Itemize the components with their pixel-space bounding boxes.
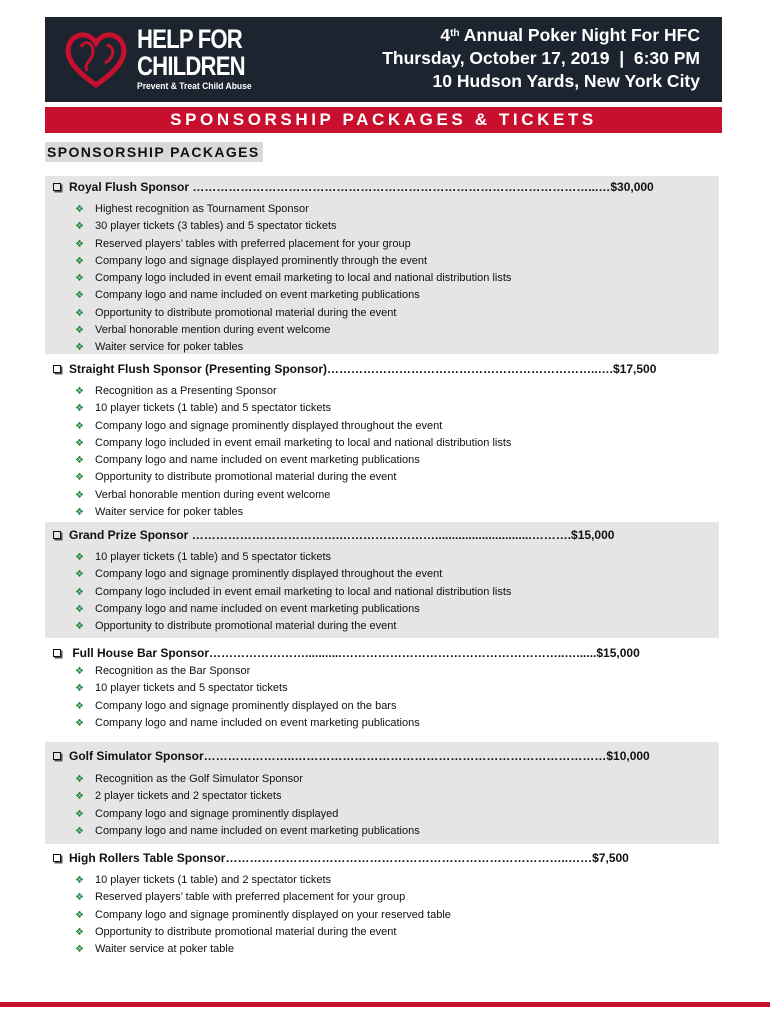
list-item: ❖ Company logo and signage prominently displayed throughout the event — [75, 418, 511, 435]
package-title: Straight Flush Sponsor (Presenting Sponsor)…………………………………………………………..….$17,500 — [69, 362, 657, 376]
diamond-bullet-icon: ❖ — [75, 666, 84, 677]
list-item: ❖ Waiter service at poker table — [75, 941, 451, 958]
diamond-bullet-icon: ❖ — [75, 875, 84, 886]
diamond-bullet-icon: ❖ — [75, 455, 84, 467]
diamond-bullet-icon: ❖ — [75, 204, 84, 215]
diamond-bullet-icon: ❖ — [75, 717, 84, 729]
package-benefits — [75, 771, 420, 840]
heart-logo-icon — [59, 23, 133, 97]
diamond-bullet-icon: ❖ — [75, 909, 84, 921]
list-item: ❖ Opportunity to distribute promotional material during the event — [75, 305, 511, 322]
diamond-bullet-icon: ❖ — [75, 808, 84, 820]
list-item: ❖ Company logo and signage prominently displayed on your reserved table — [75, 907, 451, 924]
package-straight-flush — [45, 358, 719, 518]
package-benefits — [75, 383, 511, 521]
list-item: ❖ Opportunity to distribute promotional material during the event — [75, 924, 451, 941]
list-item: ❖ Recognition as a Presenting Sponsor — [75, 383, 511, 400]
list-item: ❖ Recognition as the Golf Simulator Sponsor — [75, 771, 420, 788]
package-benefits — [75, 549, 511, 635]
package-royal-flush — [45, 176, 719, 354]
diamond-bullet-icon: ❖ — [75, 586, 84, 598]
package-title: Grand Prize Sponsor ……………………………….…………………….............................……….$15,000 — [69, 528, 615, 542]
list-item: ❖ Reserved players’ table with preferred placement for your group — [75, 889, 451, 906]
checkbox-icon[interactable] — [53, 649, 61, 657]
diamond-bullet-icon: ❖ — [75, 420, 84, 432]
package-grand-prize — [45, 522, 719, 638]
checkbox-icon[interactable] — [53, 854, 61, 862]
list-item: ❖ Company logo and name included on event marketing publications — [75, 823, 420, 840]
diamond-bullet-icon: ❖ — [75, 221, 84, 233]
diamond-bullet-icon: ❖ — [75, 325, 84, 337]
diamond-bullet-icon: ❖ — [75, 944, 84, 956]
diamond-bullet-icon: ❖ — [75, 307, 84, 319]
list-item: ❖ Company logo included in event email marketing to local and national distribution lists — [75, 584, 511, 601]
diamond-bullet-icon: ❖ — [75, 683, 84, 695]
diamond-bullet-icon: ❖ — [75, 892, 84, 904]
list-item: ❖ Verbal honorable mention during event welcome — [75, 487, 511, 504]
list-item: ❖ Company logo and signage prominently displayed throughout the event — [75, 566, 511, 583]
list-item: ❖ Company logo and signage displayed prominently through the event — [75, 253, 511, 270]
diamond-bullet-icon: ❖ — [75, 386, 84, 397]
diamond-bullet-icon: ❖ — [75, 700, 84, 712]
list-item: ❖ 10 player tickets and 5 spectator tickets — [75, 680, 420, 697]
diamond-bullet-icon: ❖ — [75, 273, 84, 285]
list-item: ❖ 10 player tickets (1 table) and 5 spectator tickets — [75, 549, 511, 566]
list-item: ❖ Company logo and name included on event marketing publications — [75, 601, 511, 618]
footer-divider — [0, 1002, 770, 1007]
diamond-bullet-icon: ❖ — [75, 290, 84, 302]
package-high-rollers-table — [45, 848, 719, 958]
diamond-bullet-icon: ❖ — [75, 603, 84, 615]
diamond-bullet-icon: ❖ — [75, 238, 84, 250]
event-date: Thursday, October 17, 2019 | 6:30 PM — [382, 48, 700, 68]
list-item: ❖ Highest recognition as Tournament Sponsor — [75, 201, 511, 218]
package-title: High Rollers Table Sponsor…………………………………………………………………………..……$7,500 — [69, 851, 629, 865]
diamond-bullet-icon: ❖ — [75, 507, 84, 519]
checkbox-icon[interactable] — [53, 531, 61, 539]
list-item: ❖ 10 player tickets (1 table) and 2 spectator tickets — [75, 872, 451, 889]
event-title: 4th Annual Poker Night For HFC — [440, 25, 700, 45]
package-full-house-bar — [45, 642, 719, 738]
logo-tagline: Prevent & Treat Child Abuse — [137, 81, 252, 92]
list-item: ❖ Opportunity to distribute promotional material during the event — [75, 469, 511, 486]
list-item: ❖ Company logo and name included on event marketing publications — [75, 715, 420, 732]
list-item: ❖ 30 player tickets (3 tables) and 5 spectator tickets — [75, 218, 511, 235]
diamond-bullet-icon: ❖ — [75, 342, 84, 354]
diamond-bullet-icon: ❖ — [75, 825, 84, 837]
list-item: ❖ 2 player tickets and 2 spectator tickets — [75, 788, 420, 805]
list-item: ❖ Opportunity to distribute promotional material during the event — [75, 618, 511, 635]
page-title-banner: SPONSORSHIP PACKAGES & TICKETS — [45, 107, 722, 133]
list-item: ❖ Company logo and signage prominently displayed — [75, 806, 420, 823]
package-benefits — [75, 201, 511, 357]
diamond-bullet-icon: ❖ — [75, 774, 84, 785]
list-item: ❖ Company logo included in event email marketing to local and national distribution lists — [75, 270, 511, 287]
package-benefits — [75, 663, 420, 732]
checkbox-icon[interactable] — [53, 365, 61, 373]
diamond-bullet-icon: ❖ — [75, 552, 84, 563]
help-for-children-logo — [59, 23, 264, 97]
list-item: ❖ Reserved players’ tables with preferred placement for your group — [75, 236, 511, 253]
list-item: ❖ Recognition as the Bar Sponsor — [75, 663, 420, 680]
diamond-bullet-icon: ❖ — [75, 255, 84, 267]
list-item: ❖ Waiter service for poker tables — [75, 504, 511, 521]
diamond-bullet-icon: ❖ — [75, 489, 84, 501]
logo-line-2: CHILDREN — [137, 51, 245, 81]
diamond-bullet-icon: ❖ — [75, 472, 84, 484]
diamond-bullet-icon: ❖ — [75, 437, 84, 449]
diamond-bullet-icon: ❖ — [75, 926, 84, 938]
checkbox-icon[interactable] — [53, 183, 61, 191]
logo-line-1: HELP FOR — [137, 24, 242, 54]
package-title: Royal Flush Sponsor ………………………………………………………………………………………...…$30,000 — [69, 180, 654, 194]
diamond-bullet-icon: ❖ — [75, 791, 84, 803]
package-golf-simulator — [45, 742, 719, 844]
diamond-bullet-icon: ❖ — [75, 621, 84, 633]
checkbox-icon[interactable] — [53, 752, 61, 760]
diamond-bullet-icon: ❖ — [75, 569, 84, 581]
list-item: ❖ Company logo and name included on event marketing publications — [75, 452, 511, 469]
package-benefits — [75, 872, 451, 958]
list-item: ❖ Company logo included in event email marketing to local and national distribution lists — [75, 435, 511, 452]
section-title: SPONSORSHIP PACKAGES — [45, 142, 263, 162]
list-item: ❖ 10 player tickets (1 table) and 5 spectator tickets — [75, 400, 511, 417]
list-item: ❖ Waiter service for poker tables — [75, 339, 511, 356]
event-location: 10 Hudson Yards, New York City — [432, 71, 700, 91]
event-details — [382, 24, 700, 93]
list-item: ❖ Verbal honorable mention during event welcome — [75, 322, 511, 339]
list-item: ❖ Company logo and signage prominently displayed on the bars — [75, 698, 420, 715]
package-title: Full House Bar Sponsor……………………...........………………………………………………..…......$15,000 — [69, 646, 640, 660]
list-item: ❖ Company logo and name included on event marketing publications — [75, 287, 511, 304]
diamond-bullet-icon: ❖ — [75, 403, 84, 415]
package-title: Golf Simulator Sponsor…………………..……………………………………………………………………$10,000 — [69, 749, 650, 763]
header-banner — [45, 17, 722, 102]
